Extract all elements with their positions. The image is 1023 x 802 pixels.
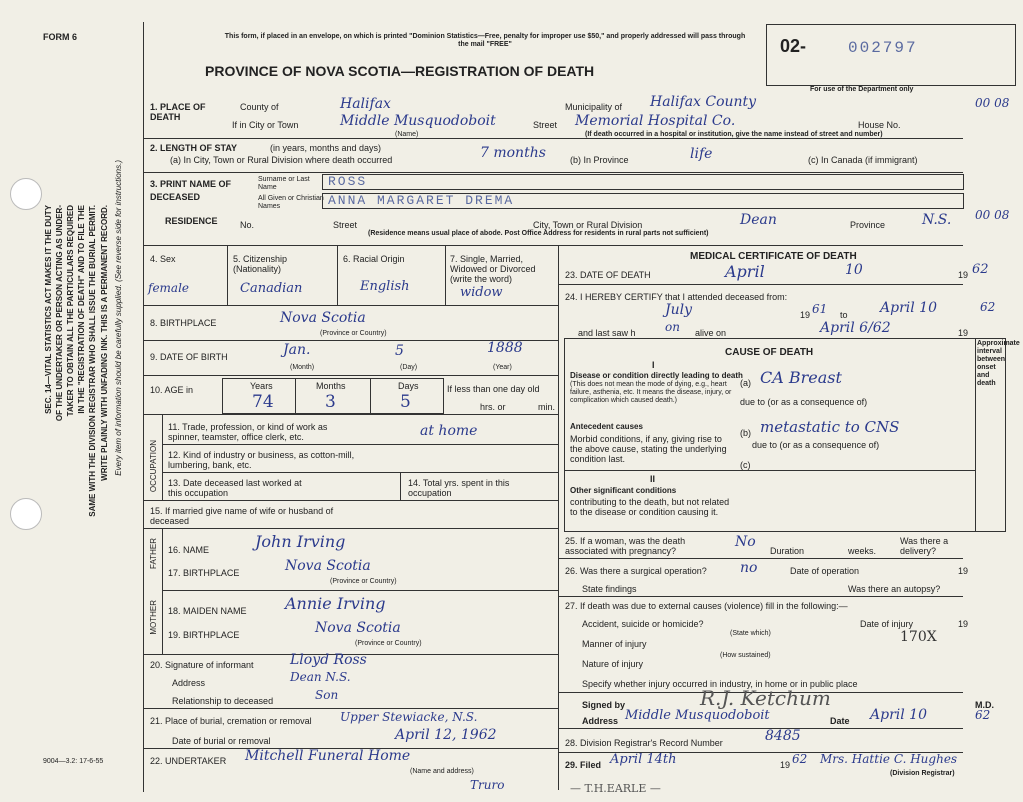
father-birthplace-hint: (Province or Country) bbox=[330, 578, 397, 585]
county-value: Halifax bbox=[340, 96, 391, 112]
registration-number: 002797 bbox=[848, 39, 918, 57]
date-of-death-month: April bbox=[725, 262, 765, 281]
alive-on-year-prefix: 19 bbox=[958, 328, 969, 338]
antecedent-label: Antecedent causes bbox=[570, 422, 643, 431]
hospital-hint: (If death occurred in a hospital or institution, give the name instead of street and number) bbox=[585, 131, 883, 138]
informant-signature-label: 20. Signature of informant bbox=[150, 660, 254, 670]
side-instruction-6: WRITE PLAINLY WITH UNFADING INK. THIS IS A PERMANENT RECORD. bbox=[100, 205, 109, 481]
burial-place-label: 21. Place of burial, cremation or removal bbox=[150, 716, 312, 726]
age-years-value: 74 bbox=[252, 392, 274, 412]
marital-status-label: 7. Single, Married, Widowed or Divorced (write the word) bbox=[450, 254, 536, 284]
registrar-hint: (Division Registrar) bbox=[890, 770, 955, 777]
father-birthplace-value: Nova Scotia bbox=[285, 558, 371, 574]
manner-of-injury-label: Manner of injury bbox=[582, 639, 647, 649]
physician-address-value: Middle Musquodoboit bbox=[625, 708, 770, 723]
length-of-stay-hint: (in years, months and days) bbox=[270, 143, 382, 153]
side-instruction-4: IN THE "REGISTRATION OF DEATH" AND TO FILE THE bbox=[77, 205, 86, 414]
registration-prefix: 02- bbox=[780, 36, 807, 56]
date-of-death-year-prefix: 19 bbox=[958, 270, 969, 280]
side-instruction-5: SAME WITH THE DIVISION REGISTRAR WHO SHALL ISSUE THE BURIAL PERMIT. bbox=[88, 205, 97, 517]
last-saw-value: on bbox=[665, 320, 680, 334]
side-instruction-2: OF THE UNDERTAKER OR PERSON ACTING AS UNDER- bbox=[55, 205, 64, 422]
autopsy-label: Was there an autopsy? bbox=[848, 584, 941, 594]
occupation-12-label: 12. Kind of industry or business, as cotton-mill, lumbering, bank, etc. bbox=[168, 450, 355, 470]
occupation-11-value: at home bbox=[420, 423, 478, 439]
mother-side-label: MOTHER bbox=[149, 600, 158, 635]
street-label: Street bbox=[533, 120, 558, 130]
racial-origin-label: 6. Racial Origin bbox=[343, 254, 405, 264]
age-label: 10. AGE in bbox=[150, 385, 194, 395]
cause-c-marker: (c) bbox=[740, 460, 751, 470]
attended-from-year-prefix: 19 bbox=[800, 310, 811, 320]
mother-birthplace-label: 19. BIRTHPLACE bbox=[168, 630, 240, 640]
relationship-value: Son bbox=[315, 688, 339, 702]
year-hint: (Year) bbox=[493, 364, 512, 371]
mother-maiden-name-value: Annie Irving bbox=[285, 594, 386, 613]
operation-date-label: Date of operation bbox=[790, 566, 860, 576]
part-one-label: I bbox=[652, 360, 655, 370]
sex-value: female bbox=[148, 281, 190, 295]
side-instruction-1: SEC. 14—VITAL STATISTICS ACT MAKES IT THE DUTY bbox=[44, 205, 53, 414]
record-number-label: 28. Division Registrar's Record Number bbox=[565, 738, 723, 748]
page-title: PROVINCE OF NOVA SCOTIA—REGISTRATION OF DEATH bbox=[205, 63, 595, 79]
antecedent-hint: Morbid conditions, if any, giving rise to the above cause, stating the underlying condition last. bbox=[570, 434, 727, 464]
mailing-notice: This form, if placed in an envelope, on which is printed "Dominion Statistics—Free, penalty for improper use $50," and properly addressed will pass through the mail "FREE" bbox=[224, 33, 746, 48]
hours-label: hrs. or bbox=[480, 402, 506, 412]
name-hint: (Name) bbox=[395, 131, 419, 138]
side-instruction-7: Every item of information should be carefully supplied. (See reverse side for instructions.) bbox=[114, 160, 123, 476]
cause-a-marker: (a) bbox=[740, 378, 751, 388]
citizenship-label: 5. Citizenship (Nationality) bbox=[233, 254, 288, 274]
marital-status-value: widow bbox=[460, 285, 503, 300]
residence-city-label: City, Town or Rural Division bbox=[533, 220, 643, 230]
physician-date-year: 62 bbox=[975, 708, 991, 722]
residence-note: (Residence means usual place of abode. Post Office Address for residents in rural parts not sufficient) bbox=[368, 230, 709, 237]
age-years-label: Years bbox=[250, 381, 273, 391]
undertaker-town: Truro bbox=[470, 778, 505, 792]
informant-address-label: Address bbox=[172, 678, 206, 688]
date-of-death-label: 23. DATE OF DEATH bbox=[565, 270, 651, 280]
direct-cause-label: Disease or condition directly leading to death bbox=[570, 371, 743, 380]
given-names-label: All Given or Christian Names bbox=[258, 195, 324, 210]
punch-hole-top bbox=[10, 178, 42, 210]
burial-place-value: Upper Stewiacke, N.S. bbox=[340, 710, 478, 724]
nature-of-injury-label: Nature of injury bbox=[582, 659, 644, 669]
mother-birthplace-hint: (Province or Country) bbox=[355, 640, 422, 647]
stay-province-value: life bbox=[690, 146, 713, 162]
surgery-value: no bbox=[740, 560, 758, 576]
date-of-death-year: 62 bbox=[972, 262, 989, 277]
city-label: If in City or Town bbox=[232, 120, 299, 130]
weeks-label: weeks. bbox=[848, 546, 877, 556]
age-months-label: Months bbox=[316, 381, 346, 391]
medical-certificate-title: MEDICAL CERTIFICATE OF DEATH bbox=[690, 251, 857, 262]
physician-date-value: April 10 bbox=[870, 707, 927, 723]
manner-of-injury-value: 170X bbox=[900, 629, 937, 645]
form-number: FORM 6 bbox=[43, 32, 78, 42]
attended-certify-label: 24. I HEREBY CERTIFY that I attended deceased from: bbox=[565, 292, 788, 302]
accident-label: Accident, suicide or homicide? bbox=[582, 619, 704, 629]
external-causes-label: 27. If death was due to external causes (violence) fill in the following:— bbox=[565, 601, 848, 611]
filed-year-prefix: 19 bbox=[780, 760, 791, 770]
cause-a-value: CA Breast bbox=[760, 368, 842, 387]
residence-city-value: Dean bbox=[740, 212, 777, 228]
age-days-value: 5 bbox=[400, 392, 411, 412]
minutes-label: min. bbox=[538, 402, 556, 412]
registrar-signature: Mrs. Hattie C. Hughes bbox=[820, 752, 958, 766]
undertaker-hint: (Name and address) bbox=[410, 768, 474, 775]
month-hint: (Month) bbox=[290, 364, 315, 371]
father-name-value: John Irving bbox=[255, 532, 346, 551]
birthplace-value: Nova Scotia bbox=[280, 310, 366, 326]
other-conditions-hint: contributing to the death, but not related to the disease or condition causing it. bbox=[570, 497, 730, 517]
place-of-death-label: 1. PLACE OF DEATH bbox=[150, 102, 206, 122]
undertaker-value: Mitchell Funeral Home bbox=[245, 748, 411, 764]
relationship-label: Relationship to deceased bbox=[172, 696, 274, 706]
part-two-label: II bbox=[650, 474, 656, 484]
dob-label: 9. DATE OF BIRTH bbox=[150, 352, 228, 362]
informant-signature-value: Lloyd Ross bbox=[290, 652, 367, 668]
md-label: M.D. bbox=[975, 700, 994, 710]
filed-date-value: April 14th bbox=[610, 752, 677, 767]
punch-hole-bottom bbox=[10, 498, 42, 530]
residence-no-label: No. bbox=[240, 220, 255, 230]
physician-address-label: Address bbox=[582, 716, 619, 726]
dob-month-value: Jan. bbox=[283, 342, 311, 358]
burial-date-value: April 12, 1962 bbox=[395, 727, 497, 743]
print-name-label: 3. PRINT NAME OF DECEASED bbox=[150, 179, 232, 202]
citizenship-value: Canadian bbox=[240, 281, 303, 296]
birthplace-hint: (Province or Country) bbox=[320, 330, 387, 337]
given-names-value: ANNA MARGARET DREMA bbox=[328, 193, 515, 208]
less-than-one-day-label: If less than one day old bbox=[447, 384, 540, 394]
length-of-stay-label: 2. LENGTH OF STAY bbox=[150, 143, 238, 153]
informant-address-value: Dean N.S. bbox=[290, 670, 351, 684]
attended-to-year: 62 bbox=[980, 300, 996, 314]
delivery-label: Was there a delivery? bbox=[900, 536, 949, 556]
form-code: 9004—3.2: 17-6-55 bbox=[43, 758, 104, 765]
pregnancy-value: No bbox=[735, 534, 756, 550]
surname-box bbox=[322, 174, 964, 190]
residence-province-value: N.S. bbox=[922, 212, 952, 228]
record-number-value: 8485 bbox=[765, 728, 801, 744]
physician-date-label: Date bbox=[830, 716, 850, 726]
father-name-label: 16. NAME bbox=[168, 545, 210, 555]
attended-to-label: to bbox=[840, 310, 848, 320]
age-days-label: Days bbox=[398, 381, 419, 391]
stay-city-value: 7 months bbox=[480, 145, 546, 161]
other-conditions-label: Other significant conditions bbox=[570, 486, 677, 495]
specify-injury-label: Specify whether injury occurred in industry, in home or in public place bbox=[582, 679, 858, 689]
dob-year-value: 1888 bbox=[487, 340, 523, 356]
stay-city-label: (a) In City, Town or Rural Division where death occurred bbox=[170, 155, 393, 165]
due-to-label-a: due to (or as a consequence of) bbox=[740, 397, 868, 407]
interval-header: Approximate interval between onset and death bbox=[977, 340, 1020, 387]
attended-from-value: July bbox=[665, 302, 693, 318]
attended-to-value: April 10 bbox=[880, 300, 937, 316]
attended-from-year: 61 bbox=[812, 302, 828, 316]
residence-label: RESIDENCE bbox=[165, 216, 218, 226]
municipality-label: Municipality of bbox=[565, 102, 623, 112]
street-value: Memorial Hospital Co. bbox=[575, 113, 736, 129]
last-saw-label: and last saw h bbox=[578, 328, 636, 338]
occupation-11-label: 11. Trade, profession, or kind of work as spinner, teamster, office clerk, etc. bbox=[168, 422, 328, 442]
residence-street-label: Street bbox=[333, 220, 358, 230]
side-instruction-3: TAKER TO OBTAIN ALL THE PARTICULARS REQUIRED bbox=[66, 205, 75, 417]
pregnancy-label: 25. If a woman, was the death associated with pregnancy? bbox=[565, 536, 686, 556]
physician-signature: R.J. Ketchum bbox=[700, 686, 831, 710]
cause-b-value: metastatic to CNS bbox=[760, 418, 900, 436]
surname-label: Surname or Last Name bbox=[258, 176, 310, 191]
house-number-label: House No. bbox=[858, 120, 901, 130]
father-birthplace-label: 17. BIRTHPLACE bbox=[168, 568, 240, 578]
occupation-13-label: 13. Date deceased last worked at this occupation bbox=[168, 478, 302, 498]
injury-year-prefix: 19 bbox=[958, 619, 969, 629]
state-which-hint: (State which) bbox=[730, 630, 771, 637]
municipality-value: Halifax County bbox=[650, 94, 757, 110]
mother-maiden-name-label: 18. MAIDEN NAME bbox=[168, 606, 247, 616]
signer-name: — T.H.EARLE — bbox=[570, 782, 661, 795]
duration-label: Duration bbox=[770, 546, 805, 556]
day-hint: (Day) bbox=[400, 364, 418, 371]
undertaker-label: 22. UNDERTAKER bbox=[150, 756, 227, 766]
signed-by-label: Signed by bbox=[582, 700, 626, 710]
city-value: Middle Musquodoboit bbox=[340, 113, 496, 129]
department-code-1: 00 08 bbox=[975, 96, 1010, 110]
department-use-label: For use of the Department only bbox=[810, 86, 914, 93]
date-of-death-day: 10 bbox=[845, 262, 863, 278]
stay-province-label: (b) In Province bbox=[570, 155, 629, 165]
county-label: County of bbox=[240, 102, 279, 112]
direct-cause-hint: (This does not mean the mode of dying, e.g., heart failure, asthenia, etc. It means the disease, injury, or complication which caused death.) bbox=[570, 381, 732, 404]
department-code-2: 00 08 bbox=[975, 208, 1010, 222]
alive-on-value: April 6/62 bbox=[820, 320, 891, 336]
residence-province-label: Province bbox=[850, 220, 886, 230]
occupation-14-label: 14. Total yrs. spent in this occupation bbox=[408, 478, 510, 498]
injury-date-label: Date of injury bbox=[860, 619, 914, 629]
occupation-side-label: OCCUPATION bbox=[149, 440, 158, 493]
racial-origin-value: English bbox=[360, 279, 410, 294]
spouse-label: 15. If married give name of wife or husband of deceased bbox=[150, 506, 334, 526]
filed-label: 29. Filed bbox=[565, 760, 602, 770]
stay-canada-label: (c) In Canada (if immigrant) bbox=[808, 155, 918, 165]
state-findings-label: State findings bbox=[582, 584, 637, 594]
sex-label: 4. Sex bbox=[150, 254, 176, 264]
surname-value: ROSS bbox=[328, 174, 368, 189]
surgery-label: 26. Was there a surgical operation? bbox=[565, 566, 707, 576]
filed-year-value: 62 bbox=[792, 752, 808, 766]
how-sustained-hint: (How sustained) bbox=[720, 652, 771, 659]
birthplace-label: 8. BIRTHPLACE bbox=[150, 318, 217, 328]
operation-year-prefix: 19 bbox=[958, 566, 969, 576]
cause-b-marker: (b) bbox=[740, 428, 751, 438]
alive-on-label: alive on bbox=[695, 328, 727, 338]
due-to-label-b: due to (or as a consequence of) bbox=[752, 440, 880, 450]
mother-birthplace-value: Nova Scotia bbox=[315, 620, 401, 636]
dob-day-value: 5 bbox=[395, 343, 404, 359]
burial-date-label: Date of burial or removal bbox=[172, 736, 271, 746]
cause-of-death-title: CAUSE OF DEATH bbox=[725, 347, 814, 358]
father-side-label: FATHER bbox=[149, 538, 158, 569]
age-months-value: 3 bbox=[325, 392, 336, 412]
